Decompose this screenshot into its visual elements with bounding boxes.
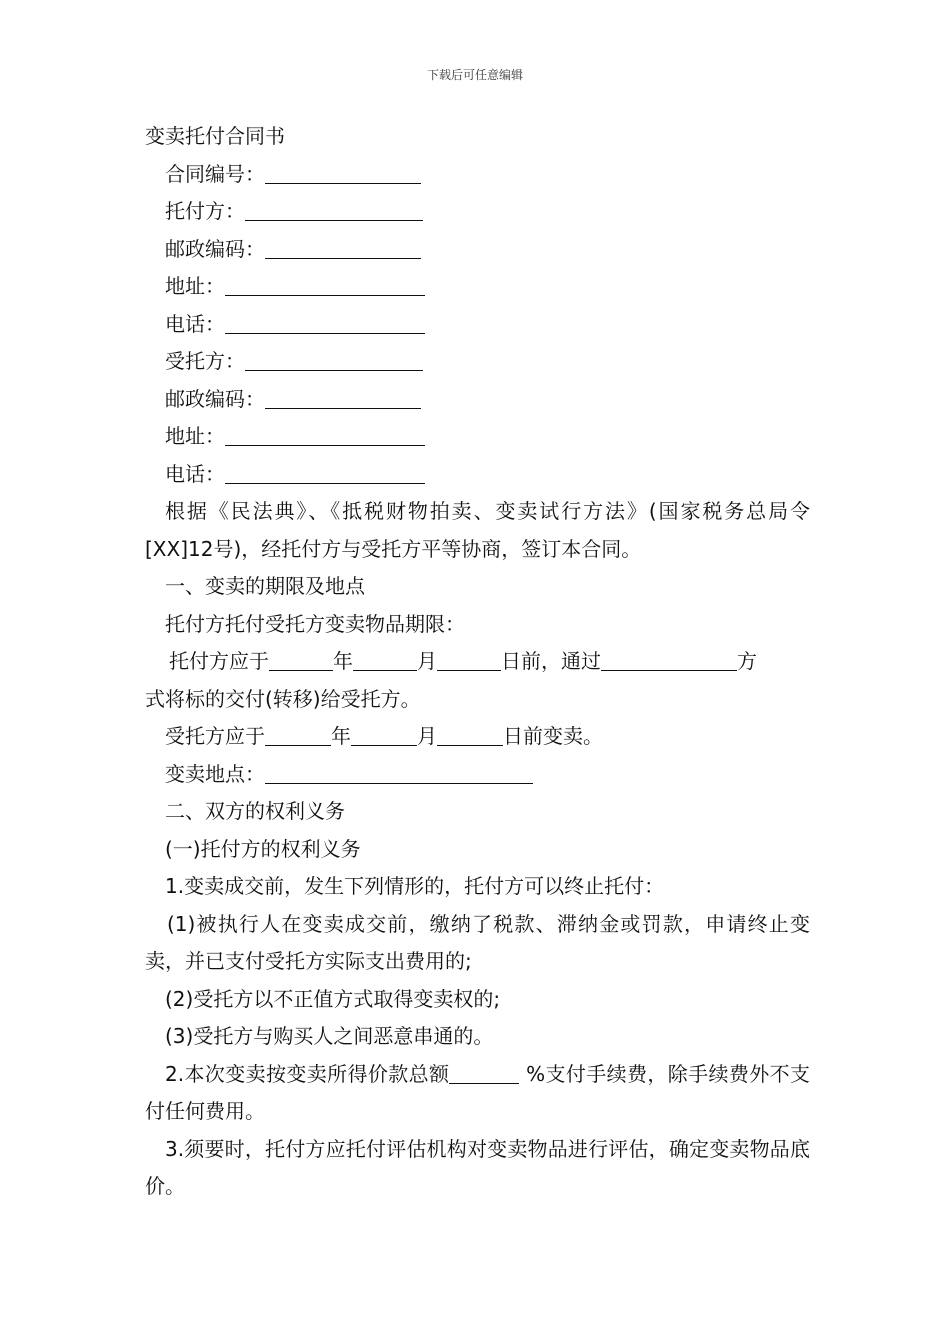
contract-body	[145, 118, 810, 1206]
field-phone-1	[145, 306, 810, 344]
field-label: 电话：	[165, 461, 225, 486]
section1-heading: 一、变卖的期限及地点	[165, 574, 365, 598]
blank-line	[265, 163, 421, 184]
blank-line	[265, 725, 331, 746]
field-address-2	[145, 418, 810, 456]
section2-subheading: (一)托付方的权利义务	[165, 836, 361, 861]
blank-line	[601, 650, 737, 671]
sale-suffix: 日前变卖。	[503, 724, 603, 748]
sale-prefix: 受托方应于	[165, 724, 265, 748]
section2-heading: 二、双方的权利义务	[165, 799, 345, 823]
year-label: 年	[331, 724, 351, 748]
delivery-prefix: 托付方应于	[169, 649, 269, 673]
blank-line	[449, 1063, 519, 1084]
clause-item-1-1: (1)被执行人在变卖成交前，缴纳了税款、滞纳金或罚款，申请终止变卖，并已支付受托方实际支出费用的;	[145, 911, 810, 973]
blank-line	[245, 350, 423, 371]
clause-item-3: 3.须要时，托付方应托付评估机构对变卖物品进行评估，确定变卖物品底价。	[145, 1136, 810, 1198]
clause-item-1: 1.变卖成交前，发生下列情形的，托付方可以终止托付：	[165, 874, 665, 898]
blank-line	[265, 388, 421, 409]
blank-line	[437, 650, 501, 671]
item2-prefix: 2.本次变卖按变卖所得价款总额	[165, 1061, 450, 1086]
field-label: 受托方：	[165, 349, 245, 373]
field-label: 托付方：	[165, 199, 245, 223]
section1-intro: 托付方托付受托方变卖物品期限：	[165, 611, 465, 636]
blank-line	[225, 275, 425, 296]
field-address-1	[145, 268, 810, 306]
field-postal-code-2	[145, 381, 810, 419]
page-header: 下载后可任意编辑	[426, 68, 523, 82]
preamble-paragraph: 根据《民法典》、《抵税财物拍卖、变卖试行方法》(国家税务总局令[XX]12号)，经托付方与受托方平等协商，签订本合同。	[145, 499, 810, 561]
month-label: 月	[417, 724, 437, 748]
sale-location	[145, 756, 810, 794]
clause-item-1-3: (3)受托方与购买人之间恶意串通的。	[165, 1024, 494, 1048]
clause-item-1-2: (2)受托方以不正值方式取得变卖权的;	[165, 986, 501, 1011]
field-label: 邮政编码：	[165, 386, 265, 411]
month-label: 月	[417, 649, 437, 673]
item2-suffix: %支付手续费，除手续费外不支付任何费用。	[145, 1061, 810, 1123]
document-title: 变卖托付合同书	[145, 124, 285, 148]
blank-line	[437, 725, 503, 746]
blank-line	[265, 238, 421, 259]
field-consignee	[145, 343, 810, 381]
location-label: 变卖地点：	[165, 761, 265, 786]
field-label: 地址：	[165, 274, 225, 298]
blank-line	[225, 313, 425, 334]
blank-line	[353, 650, 417, 671]
delivery-clause-line2: 式将标的交付(转移)给受托方。	[145, 686, 421, 711]
field-phone-2	[145, 456, 810, 494]
blank-line	[245, 200, 423, 221]
blank-line	[265, 763, 533, 784]
year-label: 年	[333, 649, 353, 673]
field-consignor	[145, 193, 810, 231]
field-postal-code-1	[145, 231, 810, 269]
blank-line	[351, 725, 417, 746]
clause-item-2	[145, 1056, 810, 1131]
field-label: 合同编号：	[165, 161, 265, 186]
delivery-clause-line1	[145, 643, 810, 681]
field-contract-no	[145, 156, 810, 194]
blank-line	[225, 425, 425, 446]
blank-line	[225, 463, 425, 484]
day-before-label: 日前，通过	[501, 649, 601, 673]
field-label: 地址：	[165, 424, 225, 448]
field-label: 邮政编码：	[165, 236, 265, 261]
blank-line	[269, 650, 333, 671]
sale-clause	[145, 718, 810, 756]
method-end-label: 方	[737, 649, 757, 673]
field-label: 电话：	[165, 311, 225, 336]
